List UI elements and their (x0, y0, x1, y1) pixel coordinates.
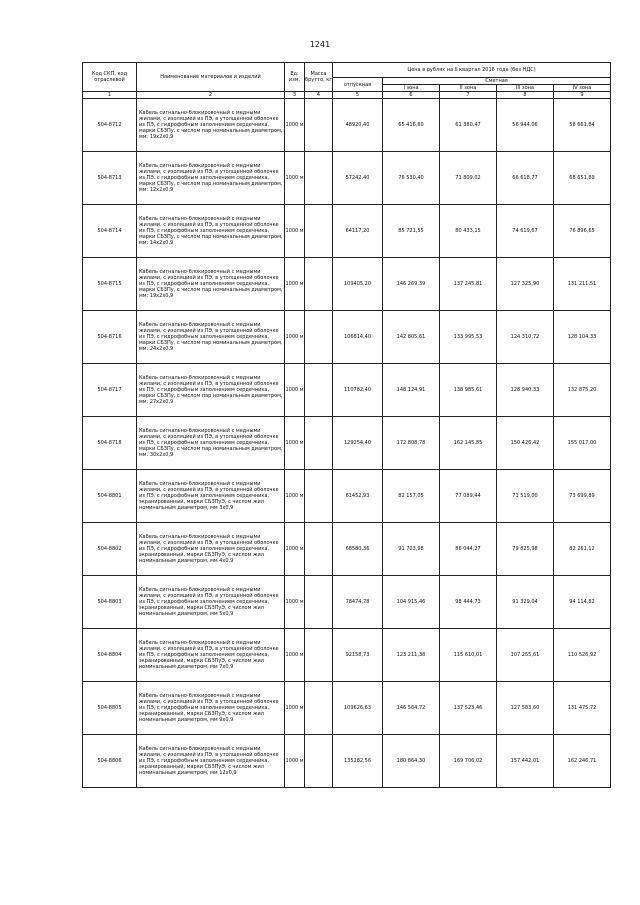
row-zone-3-price: 127 325,90 (497, 258, 554, 311)
row-release-price: 135282,56 (333, 735, 383, 788)
row-mass (305, 311, 333, 364)
table-row (83, 152, 611, 205)
column-number: 7 (440, 92, 497, 99)
row-zone-1-price: 65 416,60 (383, 99, 440, 152)
row-unit: 1000 м (285, 470, 305, 523)
row-zone-2-price: 71 809,02 (440, 152, 497, 205)
row-name: Кабель сигнально-блокировочный с медными жилами, с изоляцией из ПЭ, в утолщенной оболочке из ПЭ, с гидрофобным заполнением сердечника, марки СБЗПу, с числом пар номинальным диаметром, мм: 30х2х0,9 (137, 417, 285, 470)
row-zone-2-price: 98 444,73 (440, 576, 497, 629)
row-zone-2-price: 137 245,81 (440, 258, 497, 311)
row-mass (305, 258, 333, 311)
row-zone-3-price: 71 519,00 (497, 470, 554, 523)
row-release-price: 68580,36 (333, 523, 383, 576)
row-code: 504-8804 (83, 629, 137, 682)
header-zone-3: III зона (497, 85, 554, 92)
row-unit: 1000 м (285, 417, 305, 470)
table-row (83, 311, 611, 364)
row-zone-3-price: 107 255,61 (497, 629, 554, 682)
row-zone-4-price: 128 104,33 (554, 311, 611, 364)
row-zone-4-price: 132 875,20 (554, 364, 611, 417)
row-zone-2-price: 169 706,02 (440, 735, 497, 788)
row-zone-2-price: 133 995,53 (440, 311, 497, 364)
header-zone-2: II зона (440, 85, 497, 92)
row-name: Кабель сигнально-блокировочный с медными жилами, с изоляцией из ПЭ, в утолщенной оболочке из ПЭ, с гидрофобным заполнением сердечника, марки СБЗПу, с числом пар номинальным диаметром, мм: 24х2х0,9 (137, 311, 285, 364)
row-code: 504-8712 (83, 99, 137, 152)
row-zone-1-price: 172 808,78 (383, 417, 440, 470)
row-release-price: 92158,73 (333, 629, 383, 682)
row-name: Кабель сигнально-блокировочный с медными жилами, с изоляцией из ПЭ, в утолщенной оболочке из ПЭ, с гидрофобным заполнением сердечника, марки СБЗПу, с числом пар номинальным диаметром, мм: 19х2х0,9 (137, 99, 285, 152)
row-name: Кабель сигнально-блокировочный с медными жилами, с изоляцией из ПЭ, в утолщенной оболочке из ПЭ, с гидрофобным заполнением сердечника, экранированный, марки СБЗПуЭ, с числом жил номинальным диаметром, мм 9х0,9 (137, 682, 285, 735)
row-release-price: 106814,40 (333, 311, 383, 364)
row-zone-3-price: 74 619,67 (497, 205, 554, 258)
row-zone-4-price: 155 017,00 (554, 417, 611, 470)
row-mass (305, 152, 333, 205)
header-release: отпускная (333, 78, 383, 92)
row-mass (305, 364, 333, 417)
row-code: 504-8713 (83, 152, 137, 205)
row-unit: 1000 м (285, 311, 305, 364)
header-name: Наименование материалов и изделий (137, 63, 285, 92)
header-code: Код СКП, код отраслевой (83, 63, 137, 92)
row-zone-4-price: 82 261,12 (554, 523, 611, 576)
row-zone-1-price: 180 864,30 (383, 735, 440, 788)
row-zone-2-price: 80 433,15 (440, 205, 497, 258)
row-zone-3-price: 157 442,01 (497, 735, 554, 788)
table-row (83, 735, 611, 788)
row-unit: 1000 м (285, 364, 305, 417)
row-unit: 1000 м (285, 523, 305, 576)
column-number: 3 (285, 92, 305, 99)
row-zone-3-price: 127 583,60 (497, 682, 554, 735)
row-mass (305, 682, 333, 735)
price-table (82, 62, 611, 788)
row-zone-1-price: 91 703,98 (383, 523, 440, 576)
row-release-price: 61452,93 (333, 470, 383, 523)
row-zone-1-price: 123 211,38 (383, 629, 440, 682)
row-code: 504-8714 (83, 205, 137, 258)
row-zone-2-price: 137 523,46 (440, 682, 497, 735)
row-unit: 1000 м (285, 99, 305, 152)
row-zone-1-price: 142 805,61 (383, 311, 440, 364)
row-release-price: 110782,40 (333, 364, 383, 417)
column-number-row (83, 92, 611, 99)
row-zone-1-price: 148 124,91 (383, 364, 440, 417)
header-zone-1: I зона (383, 85, 440, 92)
row-name: Кабель сигнально-блокировочный с медными жилами, с изоляцией из ПЭ, в утолщенной оболочке из ПЭ, с гидрофобным заполнением сердечника, экранированный, марки СБЗПуЭ, с числом жил номинальным диаметром, мм 5х0,9 (137, 576, 285, 629)
row-name: Кабель сигнально-блокировочный с медными жилами, с изоляцией из ПЭ, в утолщенной оболочке из ПЭ, с гидрофобным заполнением сердечника, марки СБЗПу, с числом пар номинальным диаметром, мм: 12х2х0,9 (137, 152, 285, 205)
row-zone-2-price: 162 145,85 (440, 417, 497, 470)
row-zone-1-price: 76 530,40 (383, 152, 440, 205)
table-row (83, 417, 611, 470)
row-zone-4-price: 162 246,71 (554, 735, 611, 788)
row-zone-1-price: 82 157,05 (383, 470, 440, 523)
table-row (83, 99, 611, 152)
row-unit: 1000 м (285, 629, 305, 682)
row-zone-1-price: 146 269,39 (383, 258, 440, 311)
row-zone-4-price: 131 211,51 (554, 258, 611, 311)
row-zone-4-price: 131 475,72 (554, 682, 611, 735)
row-zone-3-price: 66 618,77 (497, 152, 554, 205)
row-release-price: 109626,63 (333, 682, 383, 735)
column-number: 6 (383, 92, 440, 99)
page-number: 1241 (309, 40, 331, 49)
row-code: 504-8717 (83, 364, 137, 417)
row-code: 504-8802 (83, 523, 137, 576)
row-zone-3-price: 124 310,72 (497, 311, 554, 364)
row-zone-4-price: 76 896,65 (554, 205, 611, 258)
row-name: Кабель сигнально-блокировочный с медными жилами, с изоляцией из ПЭ, в утолщенной оболочке из ПЭ, с гидрофобным заполнением сердечника, марки СБЗПу, с числом пар номинальным диаметром, мм: 27х2х0,9 (137, 364, 285, 417)
row-mass (305, 629, 333, 682)
row-code: 504-8716 (83, 311, 137, 364)
row-code: 504-8805 (83, 682, 137, 735)
row-zone-3-price: 56 944,06 (497, 99, 554, 152)
row-zone-4-price: 73 699,89 (554, 470, 611, 523)
table-row (83, 258, 611, 311)
row-name: Кабель сигнально-блокировочный с медными жилами, с изоляцией из ПЭ, в утолщенной оболочке из ПЭ, с гидрофобным заполнением сердечника, экранированный, марки СБЗПуЭ, с числом жил номинальным диаметром, мм 3х0,9 (137, 470, 285, 523)
row-unit: 1000 м (285, 735, 305, 788)
column-number: 5 (333, 92, 383, 99)
row-code: 504-8803 (83, 576, 137, 629)
table-row (83, 205, 611, 258)
row-mass (305, 470, 333, 523)
row-code: 504-8715 (83, 258, 137, 311)
row-unit: 1000 м (285, 576, 305, 629)
row-zone-2-price: 77 089,44 (440, 470, 497, 523)
row-zone-1-price: 104 915,46 (383, 576, 440, 629)
row-zone-3-price: 79 825,98 (497, 523, 554, 576)
row-mass (305, 576, 333, 629)
row-mass (305, 99, 333, 152)
row-mass (305, 523, 333, 576)
row-name: Кабель сигнально-блокировочный с медными жилами, с изоляцией из ПЭ, в утолщенной оболочке из ПЭ, с гидрофобным заполнением сердечника, марки СБЗПу, с числом пар номинальным диаметром, мм: 19х2х0,9 (137, 258, 285, 311)
row-unit: 1000 м (285, 205, 305, 258)
row-zone-1-price: 85 721,55 (383, 205, 440, 258)
row-unit: 1000 м (285, 258, 305, 311)
row-zone-2-price: 86 044,27 (440, 523, 497, 576)
row-zone-2-price: 61 380,47 (440, 99, 497, 152)
row-release-price: 64117,20 (333, 205, 383, 258)
row-release-price: 78474,78 (333, 576, 383, 629)
row-zone-3-price: 128 940,33 (497, 364, 554, 417)
row-name: Кабель сигнально-блокировочный с медными жилами, с изоляцией из ПЭ, в утолщенной оболочке из ПЭ, с гидрофобным заполнением сердечника, экранированный, марки СБЗПуЭ, с числом жил номинальным диаметром, мм 4х0,9 (137, 523, 285, 576)
row-name: Кабель сигнально-блокировочный с медными жилами, с изоляцией из ПЭ, в утолщенной оболочке из ПЭ, с гидрофобным заполнением сердечника, марки СБЗПу, с числом пар номинальным диаметром, мм: 14х2х0,9 (137, 205, 285, 258)
table-row (83, 682, 611, 735)
header-unit: Ед. изм. (285, 63, 305, 92)
row-zone-4-price: 58 661,84 (554, 99, 611, 152)
row-zone-4-price: 68 651,89 (554, 152, 611, 205)
row-name: Кабель сигнально-блокировочный с медными жилами, с изоляцией из ПЭ, в утолщенной оболочке из ПЭ, с гидрофобным заполнением сердечника, экранированный, марки СБЗПуЭ, с числом жил номинальным диаметром, мм 12х0,9 (137, 735, 285, 788)
row-mass (305, 417, 333, 470)
row-name: Кабель сигнально-блокировочный с медными жилами, с изоляцией из ПЭ, в утолщенной оболочке из ПЭ, с гидрофобным заполнением сердечника, экранированный, марки СБЗПуЭ, с числом жил номинальным диаметром, мм 7х0,9 (137, 629, 285, 682)
row-release-price: 57242,40 (333, 152, 383, 205)
row-zone-1-price: 146 564,72 (383, 682, 440, 735)
header-estimate: Сметная (383, 78, 611, 85)
header-mass: Масса брутто, кг (305, 63, 333, 92)
column-number: 2 (137, 92, 285, 99)
table-row (83, 576, 611, 629)
row-release-price: 109405,20 (333, 258, 383, 311)
header-price-caption: Цена в рублях на II квартал 2016 года (без НДС) (333, 63, 611, 78)
header-zone-4: IV зона (554, 85, 611, 92)
column-number: 8 (497, 92, 554, 99)
row-mass (305, 205, 333, 258)
table-row (83, 470, 611, 523)
table-row (83, 629, 611, 682)
row-zone-3-price: 91 329,04 (497, 576, 554, 629)
row-unit: 1000 м (285, 682, 305, 735)
column-number: 1 (83, 92, 137, 99)
row-mass (305, 735, 333, 788)
row-zone-2-price: 138 985,61 (440, 364, 497, 417)
row-code: 504-8806 (83, 735, 137, 788)
row-zone-4-price: 94 114,82 (554, 576, 611, 629)
row-release-price: 129254,40 (333, 417, 383, 470)
row-code: 504-8718 (83, 417, 137, 470)
row-zone-2-price: 115 610,01 (440, 629, 497, 682)
row-unit: 1000 м (285, 152, 305, 205)
row-zone-3-price: 150 426,42 (497, 417, 554, 470)
column-number: 4 (305, 92, 333, 99)
table-row (83, 523, 611, 576)
row-release-price: 48920,40 (333, 99, 383, 152)
row-zone-4-price: 110 526,92 (554, 629, 611, 682)
table-row (83, 364, 611, 417)
column-number: 9 (554, 92, 611, 99)
row-code: 504-8801 (83, 470, 137, 523)
